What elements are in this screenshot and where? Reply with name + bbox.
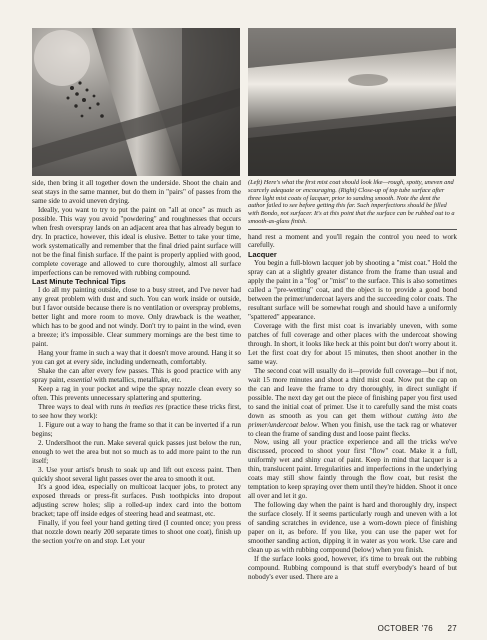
list-item: 2. Underslhoot the run. Make several quick passes just below the run, enough to wet the area but not so much as to add more paint to the run itself; (32, 438, 241, 465)
photo-mist-coat (32, 28, 240, 176)
right-text-column (248, 179, 457, 582)
photo-top-tube-closeup (248, 28, 456, 176)
paragraph: Hang your frame in such a way that it doesn't move around. Hang it so you can get at every side, including underneath, comfortably. (32, 349, 241, 367)
section-heading: Lacquer (248, 250, 277, 260)
paragraph: Finally, if you feel your hand getting tired (I counted once; you press that nozzle down nearly 200 separate times to shoot one coat), finish up the section you're on and stop. Let your (32, 519, 241, 546)
paragraph: If the surface looks good, however, it's time to break out the rubbing compound. Rubbing compound is that stuff everybody's heard of but nobody's ever used. There are a (248, 554, 457, 581)
section-heading: Last Minute Technical Tips (32, 277, 126, 287)
paragraph: Three ways to deal with runs in medias res (practice these tricks first, to see how they work): (32, 402, 241, 420)
paragraph: Ideally, you want to try to put the paint on "all at once" as much as possible. This way you avoid "powdering" and roughnesses that occurs when fresh overspray lands on an adjacent area that has already begun to dry. In practice, however, this ideal is elusive. Better to take your time, work systematically and remember that the final dried paint surface will not be the final finish surface. If the paint is properly applied with good, complete coverage and allowed to cure thoroughly, almost all surface imperfections can be removed with rubbing compound. (32, 205, 241, 277)
issue-date: OCTOBER '76 (377, 624, 433, 633)
list-item: 1. Figure out a way to hang the frame so that it can be inverted if a run begins; (32, 420, 241, 438)
paragraph: The second coat will usually do it—provide full coverage—but if not, wait 15 more minutes and shoot a third mist coat. Now put the cap on the can and leave the frame to dry thoroughly, in direct sunlight if possible. The next day get out the piece of finishing paper you first used to sand the initial coat of primer. Use it to carefully sand the mist coats down as smooth as you can get them without cutting into the primer/undercoat below. When you finish, use the tack rag or whatever to clean the frame of sanding dust and loose paint flecks. (248, 366, 457, 438)
left-text-column (32, 179, 241, 546)
photo-caption: (Left) Here's what the first mist coat should look like—rough, spotty, uneven and scarcely adequate or encouraging. (Right) Close-up of top tube surface after three light mist coats of lacquer, prior to sanding smooth. Note the dent the author failed to see before getting this far. Such imperfections should be filled with Bondo, not surfacer. It's at this point that the surface can be rubbed out to a smooth-as-glass finish. (248, 179, 457, 230)
paragraph: You begin a full-blown lacquer job by shooting a "mist coat." Hold the spray can at a slightly greater distance from the frame than usual and apply the paint in a "fog" or "mist" to the surface. This is also sometimes called a "pre-wetting" coat, and the object is to provide a good bond between the primer/undercoat layers and the succeeding color coats. The resultant surface will be somewhat rough and should have a uniformly "spattered" appearance. (248, 259, 457, 322)
page-footer (378, 624, 457, 633)
paragraph: It's a good idea, especially on multicoat lacquer jobs, to protect any exposed threads or press-fit surfaces. Push toothpicks into dropout adjusting screw holes; slip a rolled-up index card into the bottom bracket; tape off inside edges of steering head and seatmast, etc. (32, 483, 241, 519)
paragraph: Keep a rag in your pocket and wipe the spray nozzle clean every so often. This prevents unnecessary splattering and sputtering. (32, 384, 241, 402)
paragraph: hand rest a moment and you'll regain the control you need to work carefully. (248, 232, 457, 250)
paragraph: Coverage with the first mist coat is invariably uneven, with some patches of full coverage and other places with the undercoat showing through. In short, it looks like heck at this point but don't worry about it. Let the first coat dry for about 15 minutes, then shoot another in the same way. (248, 322, 457, 366)
paragraph: Shake the can after every few passes. This is good practice with any spray paint, essential with metallics, metalflake, etc. (32, 367, 241, 385)
page-number: 27 (447, 624, 457, 633)
paragraph: Now, using all your practice experience and all the tricks we've discussed, proceed to shoot your first "flow" coat. Make it a full, uniformly wet and shiny coat of paint. Keep in mind that lacquer is a thin, translucent paint. Irregularities and imperfections in the underlying coats may still show faintly through the flow coat, but resist the temptation to keep spraying over them until they're hidden. Shoot it once all over and let it go. (248, 438, 457, 501)
paragraph: I do all my painting outside, close to a busy street, and I've never had any great problem with dust and such. You can work inside or outside, but I favor outside because there is no ventilation or overspray problems, better light and more room to move. Only drawback is the weather, which has to be good and not windy. Don't try to paint in the wind, even a breeze; it's impossible. Clear summery mornings are the best time to paint. (32, 286, 241, 349)
paragraph: The following day when the paint is hard and thoroughly dry, inspect the surface closely. If it seems particularly rough and uneven with a lot of sanding scratches in evidence, use a worn-down piece of finishing paper on it, as before. If you like, you can use the paper wet for smoother sanding action, dipping it in water as you work. Use care and clean up as with rubbing compound (below) when you finish. (248, 501, 457, 554)
list-item: 3. Use your artist's brush to soak up and lift out excess paint. Then quickly shoot several light passes over the area to smooth it out. (32, 465, 241, 483)
paragraph: side, then bring it all together down the underside. Shoot the chain and seat stays in the same manner, but do them in "pairs" of passes from the same side to avoid uneven drying. (32, 179, 241, 205)
